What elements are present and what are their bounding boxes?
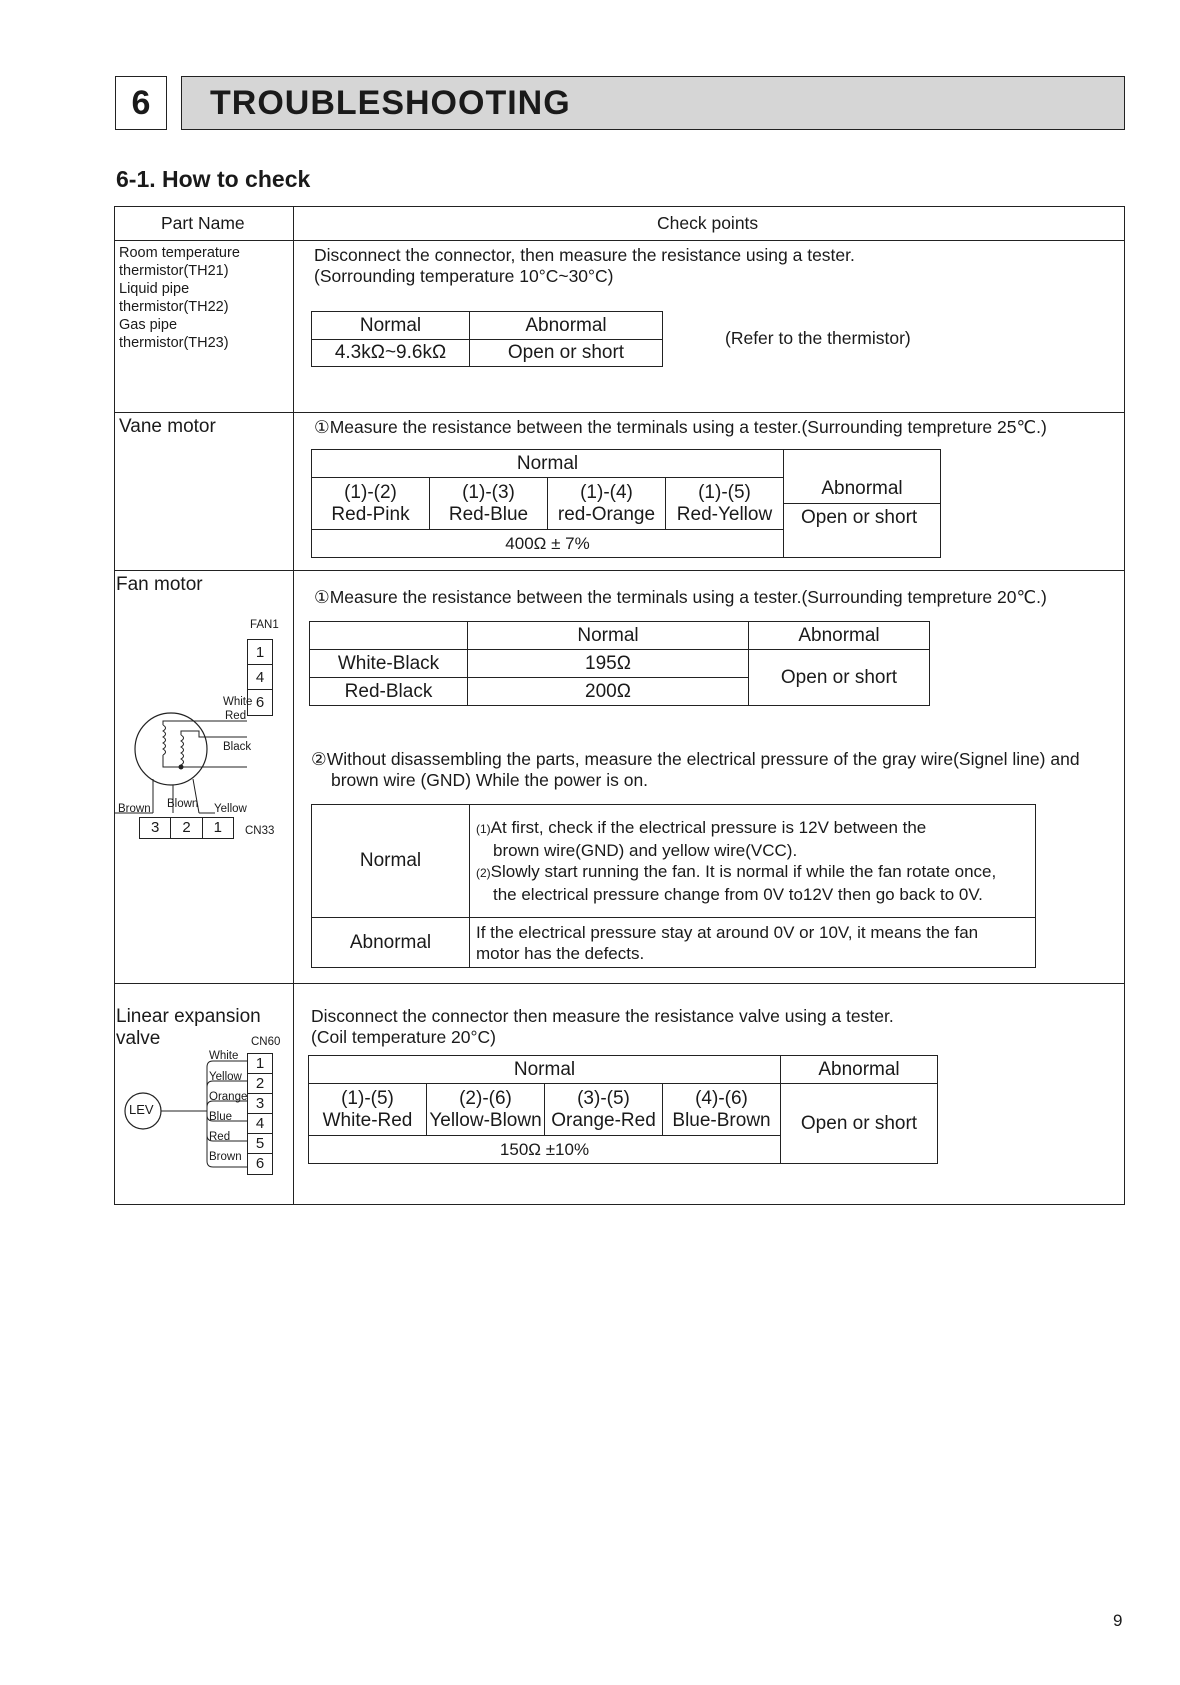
thermistor-normal-header: Normal — [312, 312, 470, 340]
connector-pin: 1 — [213, 819, 222, 836]
vane-normal-value: 400Ω ± 7% — [312, 530, 784, 558]
lev-instruction-1: Disconnect the connector then measure the resistance valve using a tester. — [311, 1006, 894, 1026]
connector-pin: 4 — [248, 665, 272, 690]
cn60-label: CN60 — [251, 1036, 281, 1048]
abnormal-line: If the electrical pressure stay at around 0V or 10V, it means the fan — [476, 922, 979, 942]
lev-label: LEV — [129, 1102, 154, 1117]
header-part-name: Part Name — [161, 213, 245, 233]
connector-pin: 1 — [248, 1054, 272, 1074]
wire-label: White — [209, 1050, 239, 1062]
wire-label: Yellow — [209, 1071, 242, 1083]
vane-abnormal-value: Open or short — [801, 507, 918, 528]
normal-line: the electrical pressure change from 0V to12V then go back to 0V. — [493, 885, 983, 904]
fan-pair: White-Black — [310, 650, 468, 678]
vane-pair-terminals: (1)-(2) — [344, 481, 397, 503]
wire-label: Red — [209, 1131, 231, 1143]
fan-voltage-normal-text — [470, 805, 1036, 918]
wire-label: Orange — [209, 1091, 248, 1103]
fan-table-empty-header — [310, 622, 468, 650]
page-number: 9 — [1113, 1611, 1123, 1630]
wire-label: Black — [223, 741, 252, 753]
fan-voltage-abnormal-text — [470, 918, 1036, 968]
normal-line: Slowly start running the fan. It is normal if while the fan rotate once, — [490, 862, 997, 881]
fan-normal-header: Normal — [468, 622, 749, 650]
subsection-title: 6-1. How to check — [116, 166, 311, 192]
lev-abnormal-value: Open or short — [781, 1084, 938, 1164]
abnormal-line: motor has the defects. — [476, 943, 645, 963]
normal-line: brown wire(GND) and yellow wire(VCC). — [493, 841, 798, 860]
cn33-connector — [139, 817, 234, 839]
wire-label: Brown — [118, 803, 151, 815]
fan-motor-name: Fan motor — [116, 574, 203, 595]
lev-normal-header: Normal — [309, 1056, 781, 1084]
wire-label: Brown — [209, 1151, 242, 1163]
connector-pin: 1 — [248, 640, 272, 665]
lev-pair-terminals: (2)-(6) — [459, 1087, 512, 1109]
lev-resistance-table — [308, 1055, 938, 1164]
connector-pin: 3 — [248, 1094, 272, 1114]
thermistor-name-line: thermistor(TH23) — [119, 335, 229, 351]
lev-pair-colors: Yellow-Blown — [429, 1109, 542, 1131]
check-table — [114, 206, 1125, 1205]
lev-pair-cell — [545, 1084, 663, 1136]
section-number: 6 — [115, 76, 167, 130]
connector-pin: 2 — [248, 1074, 272, 1094]
thermistor-name-line: Gas pipe — [119, 317, 178, 333]
wire-label: Blown — [167, 798, 199, 810]
lev-name-line-1: Linear expansion — [116, 1006, 261, 1027]
fan-pair: Red-Black — [310, 678, 468, 706]
vane-abnormal-cell — [784, 450, 941, 558]
vane-pair-terminals: (1)-(3) — [462, 481, 515, 503]
lev-name-line-2: valve — [116, 1028, 161, 1049]
header-check-points: Check points — [657, 213, 759, 233]
thermistor-temperature: (Sorrounding temperature 10°C~30°C) — [314, 266, 614, 286]
fan-resistance-value: 200Ω — [468, 678, 749, 706]
fan-voltage-table — [311, 804, 1036, 968]
wire-label: Blue — [209, 1111, 233, 1123]
thermistor-name-line: Liquid pipe — [119, 281, 190, 297]
lev-pair-terminals: (4)-(6) — [695, 1087, 748, 1109]
lev-pair-terminals: (1)-(5) — [341, 1087, 394, 1109]
wire-label: Red — [225, 710, 247, 722]
lev-normal-value: 150Ω ±10% — [309, 1136, 781, 1164]
thermistor-note: (Refer to the thermistor) — [725, 328, 911, 348]
thermistor-name-line: thermistor(TH22) — [119, 299, 229, 315]
thermistor-resistance-table — [311, 311, 663, 367]
connector-pin: 5 — [248, 1134, 272, 1154]
vane-pair-cell — [312, 478, 430, 530]
vane-pair-cell — [548, 478, 666, 530]
lev-pair-cell — [309, 1084, 427, 1136]
fan-motor-resistance-table — [309, 621, 930, 706]
fan-motor-instruction-2b: brown wire (GND) While the power is on. — [331, 770, 649, 790]
lev-pair-colors: Orange-Red — [551, 1109, 656, 1131]
fan-motor-instruction-2a: ②Without disassembling the parts, measure the electrical pressure of the gray wire(Signel line) and — [311, 749, 1080, 769]
thermistor-name-line: thermistor(TH21) — [119, 263, 229, 279]
vane-pair-colors: Red-Blue — [448, 503, 529, 525]
lev-abnormal-header: Abnormal — [781, 1056, 938, 1084]
vane-motor-resistance-table — [311, 449, 941, 558]
connector-pin: 4 — [248, 1114, 272, 1134]
thermistor-instruction: Disconnect the connector, then measure the resistance using a tester. — [314, 245, 855, 265]
vane-abnormal-header: Abnormal — [784, 475, 940, 504]
vane-pair-terminals: (1)-(4) — [580, 481, 633, 503]
lev-pair-colors: White-Red — [322, 1109, 413, 1131]
connector-pin: 3 — [140, 818, 171, 838]
step-mark: (1) — [476, 822, 491, 836]
cn60-connector — [247, 1053, 273, 1175]
connector-pin: 6 — [255, 694, 265, 711]
vane-normal-header: Normal — [312, 450, 784, 478]
section-title: TROUBLESHOOTING — [181, 76, 1125, 130]
connector-pin: 6 — [255, 1155, 265, 1172]
lev-instruction-2: (Coil temperature 20°C) — [311, 1027, 496, 1047]
lev-pair-colors: Blue-Brown — [672, 1109, 771, 1131]
thermistor-name-line: Room temperature — [119, 245, 240, 261]
connector-pin: 2 — [171, 818, 202, 838]
fan-resistance-value: 195Ω — [468, 650, 749, 678]
fan-abnormal-value: Open or short — [749, 650, 930, 706]
fan-connector-label: FAN1 — [250, 619, 279, 631]
lev-pair-cell — [427, 1084, 545, 1136]
wire-label: Yellow — [214, 803, 247, 815]
fan-voltage-abnormal-label: Abnormal — [312, 918, 470, 968]
vane-pair-colors: Red-Pink — [331, 503, 410, 525]
vane-pair-colors: red-Orange — [557, 503, 656, 525]
fan-abnormal-header: Abnormal — [749, 622, 930, 650]
thermistor-abnormal-value: Open or short — [470, 340, 663, 367]
fan-voltage-normal-label: Normal — [312, 805, 470, 918]
vane-pair-cell — [666, 478, 784, 530]
step-mark: (2) — [476, 866, 491, 880]
cn33-label: CN33 — [245, 825, 275, 837]
thermistor-normal-value: 4.3kΩ~9.6kΩ — [312, 340, 470, 367]
lev-pair-terminals: (3)-(5) — [577, 1087, 630, 1109]
normal-line: At first, check if the electrical pressure is 12V between the — [490, 818, 927, 837]
vane-motor-name: Vane motor — [119, 416, 216, 437]
vane-pair-colors: Red-Yellow — [676, 503, 773, 525]
vane-motor-instruction: ①Measure the resistance between the terminals using a tester.(Surrounding tempreture 25℃.) — [314, 417, 1047, 437]
thermistor-abnormal-header: Abnormal — [470, 312, 663, 340]
fan-motor-instruction-1: ①Measure the resistance between the terminals using a tester.(Surrounding tempreture 20℃.) — [314, 587, 1047, 607]
lev-pair-cell — [663, 1084, 781, 1136]
vane-pair-terminals: (1)-(5) — [698, 481, 751, 503]
vane-pair-cell — [430, 478, 548, 530]
wire-label: White — [223, 696, 253, 708]
